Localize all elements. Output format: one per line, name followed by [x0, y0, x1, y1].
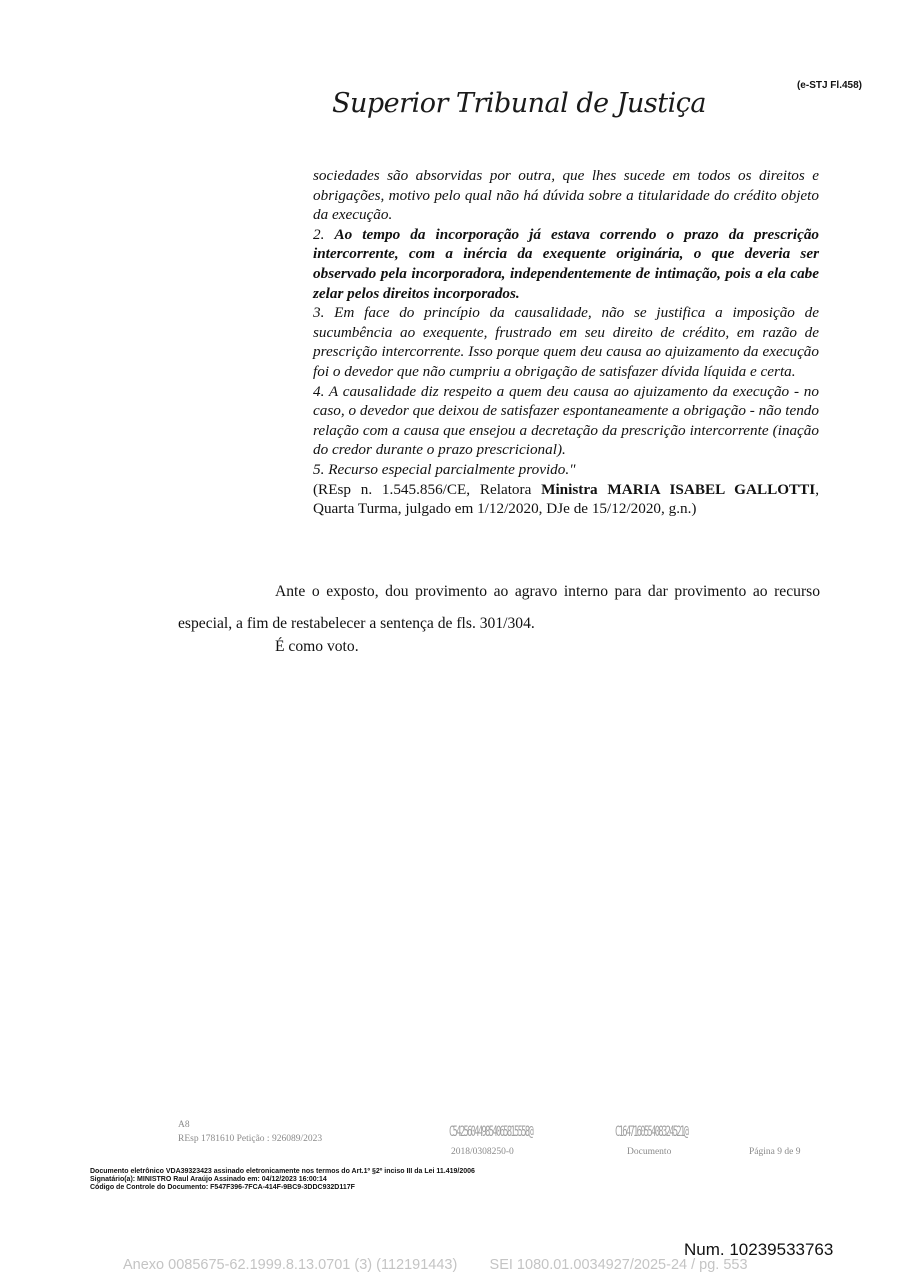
signature-block [90, 1168, 475, 1192]
footer-resp-petition: REsp 1781610 Petição : 926089/2023 [178, 1134, 323, 1144]
conclusion-paragraph: Ante o exposto, dou provimento ao agravo interno para dar provimento ao recurso especial, a fim de restabelecer a sentença de fls. 301/304. [178, 583, 820, 632]
estj-page-reference: (e-STJ Fl.458) [796, 80, 862, 91]
quote-item-2 [313, 225, 819, 303]
barcode-document: C164716055408324521@ [615, 1124, 688, 1140]
annex-watermark: Anexo 0085675-62.1999.8.13.0701 (3) (112191443) SEI 1080.01.0034927/2025-24 / pg. 553 [123, 1257, 748, 1273]
quote-item-4: 4. A causalidade diz respeito a quem deu causa ao ajuizamento da execução - no caso, o devedor que deixou de satisfazer espontaneamente a obrigação - não tendo relação com a causa que ensejou a decretação da prescrição intercorrente (inação do credor durante o prazo prescricional). [313, 382, 819, 459]
signature-line-2: Signatário(a): MINISTRO Raul Araújo Assinado em: 04/12/2023 16:00:14 [90, 1176, 327, 1183]
footer-page-number: Página 9 de 9 [749, 1147, 801, 1157]
document-number: Num. 10239533763 [684, 1240, 834, 1259]
closing-statement: É como voto. [275, 638, 359, 655]
quote-line-1: sociedades são absorvidas por outra, que lhes sucede em todos os direitos e obrigações, motivo pelo qual não há dúvida sobre a titularidade do crédito objeto da execução. [313, 167, 819, 224]
footer-document-label: Documento [627, 1147, 672, 1157]
signature-line-1: Documento eletrônico VDA39323423 assinado eletronicamente nos termos do Art.1º §2º inciso III da Lei 11.419/2006 [90, 1168, 475, 1175]
quoted-ementa [313, 166, 819, 519]
barcode-process: C542560449854065815558@ [449, 1124, 533, 1140]
court-name-logotype: Superior Tribunal de Justiça [332, 88, 706, 119]
quote-item-5: 5. Recurso especial parcialmente provido." [313, 460, 576, 478]
quote-item-2-bold: Ao tempo da incorporação já estava correndo o prazo da prescrição intercorrente, com a inércia da exequente originária, o que deveria ser observado pela incorporadora, independentemente de intimação, pois a ela cabe zelar pelos direitos incorporados. [313, 225, 820, 302]
quote-item-2-number: 2. [313, 225, 335, 243]
footer-code: A8 [178, 1120, 190, 1130]
case-citation [313, 480, 819, 519]
citation-suffix: , Quarta Turma, julgado em 1/12/2020, DJe de 15/12/2020, g.n.) [313, 480, 820, 518]
signature-line-3: Código de Controle do Documento: F547F396-7FCA-414F-9BC9-3DDC932D117F [90, 1184, 355, 1191]
citation-prefix: (REsp n. 1.545.856/CE, Relatora [313, 480, 542, 498]
citation-rapporteur: Ministra MARIA ISABEL GALLOTTI [541, 480, 816, 498]
footer-process-number: 2018/0308250-0 [451, 1147, 514, 1157]
quote-item-3: 3. Em face do princípio da causalidade, não se justifica a imposição de sucumbência ao exequente, frustrado em seu direito de crédito, em razão de prescrição intercorrente. Isso porque quem deu causa ao ajuizamento da execução foi o devedor que não cumpriu a obrigação de satisfazer dívida líquida e certa. [313, 304, 819, 380]
